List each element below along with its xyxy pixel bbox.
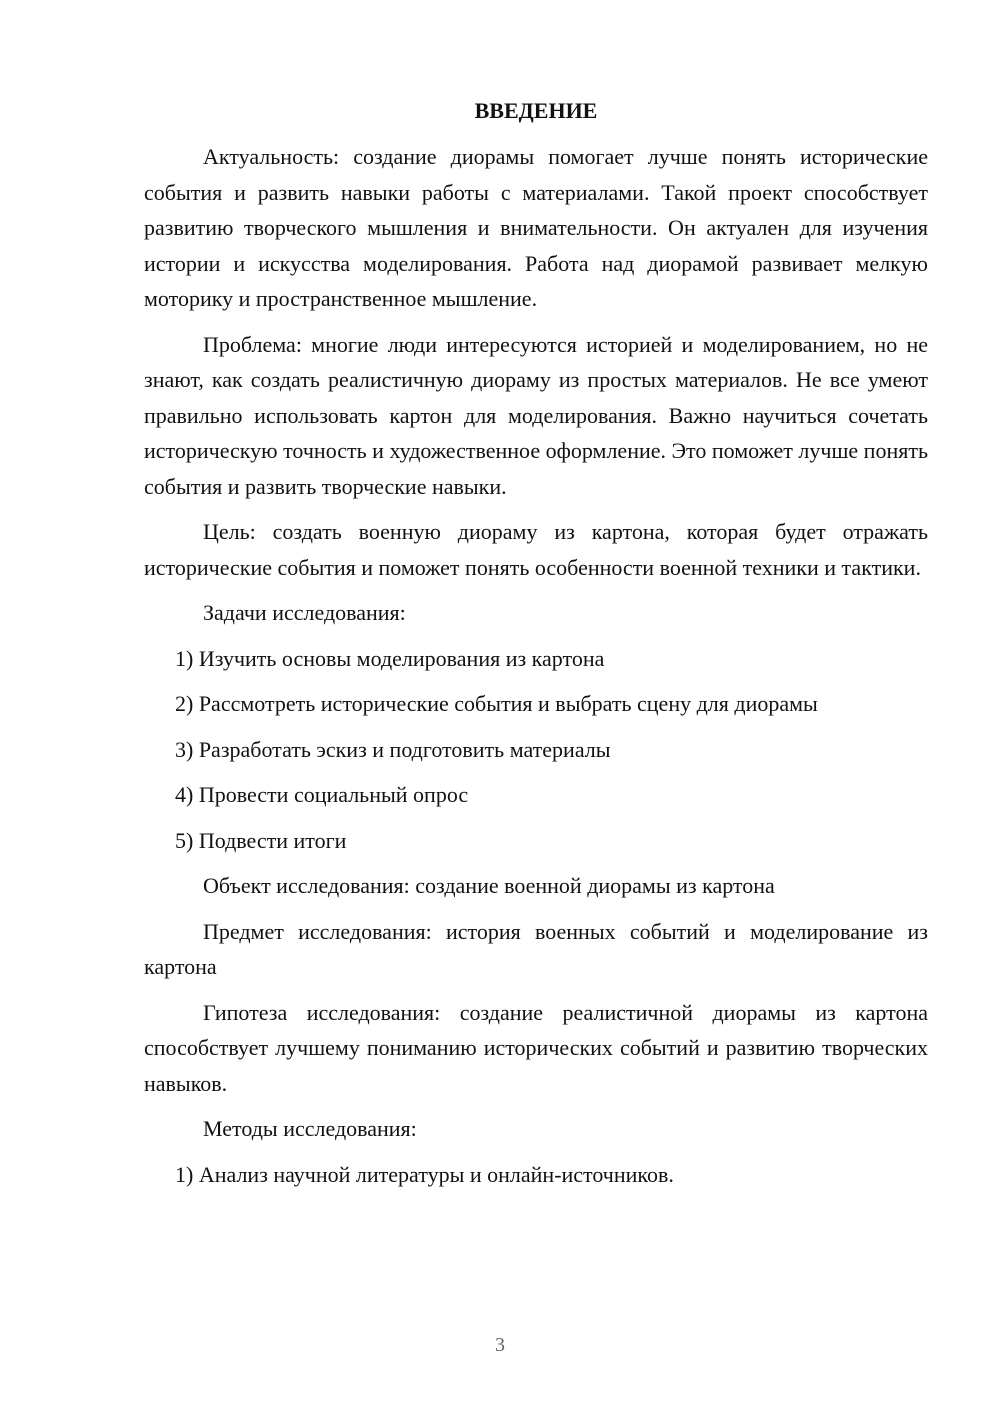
methods-heading: Методы исследования: [203, 1116, 417, 1141]
task-item: 1) Изучить основы моделирования из картона [175, 645, 605, 671]
section-heading: ВВЕДЕНИЕ [474, 98, 598, 123]
object-paragraph: Объект исследования: создание военной диорамы из картона [203, 873, 775, 898]
task-item: 3) Разработать эскиз и подготовить материалы [175, 736, 611, 762]
method-item: 1) Анализ научной литературы и онлайн-источников. [175, 1161, 674, 1187]
task-item: 4) Провести социальный опрос [175, 782, 469, 807]
tasks-heading: Задачи исследования: [203, 600, 406, 625]
subject-paragraph: Предмет исследования: история военных событий и моделирование из картона [144, 918, 928, 979]
task-item: 2) Рассмотреть исторические события и выбрать сцену для диорамы [175, 691, 818, 716]
relevance-paragraph: Актуальность: создание диорамы помогает лучше понять исторические события и развить навыки работы с материалами. Такой проект способствует развитию творческого мышления и внимательности. Он актуален для изучения истории и искусства моделирования. Работа над диорамой развивает мелкую моторику и пространственное мышление. [144, 144, 928, 311]
page-content [144, 93, 928, 1202]
task-item: 5) Подвести итоги [175, 827, 347, 853]
problem-paragraph: Проблема: многие люди интересуются историей и моделированием, но не знают, как создать реалистичную диораму из простых материалов. Не все умеют правильно использовать картон для моделирования. Важно научиться сочетать историческую точность и художественное оформление. Это поможет лучше понять события и развить творческие навыки. [144, 331, 928, 499]
page-number: 3 [495, 1334, 505, 1356]
goal-paragraph: Цель: создать военную диораму из картона, которая будет отражать исторические события и поможет понять особенности военной техники и тактики. [144, 519, 928, 580]
hypothesis-paragraph: Гипотеза исследования: создание реалистичной диорамы из картона способствует лучшему пониманию исторических событий и развитию творческих навыков. [144, 999, 928, 1096]
